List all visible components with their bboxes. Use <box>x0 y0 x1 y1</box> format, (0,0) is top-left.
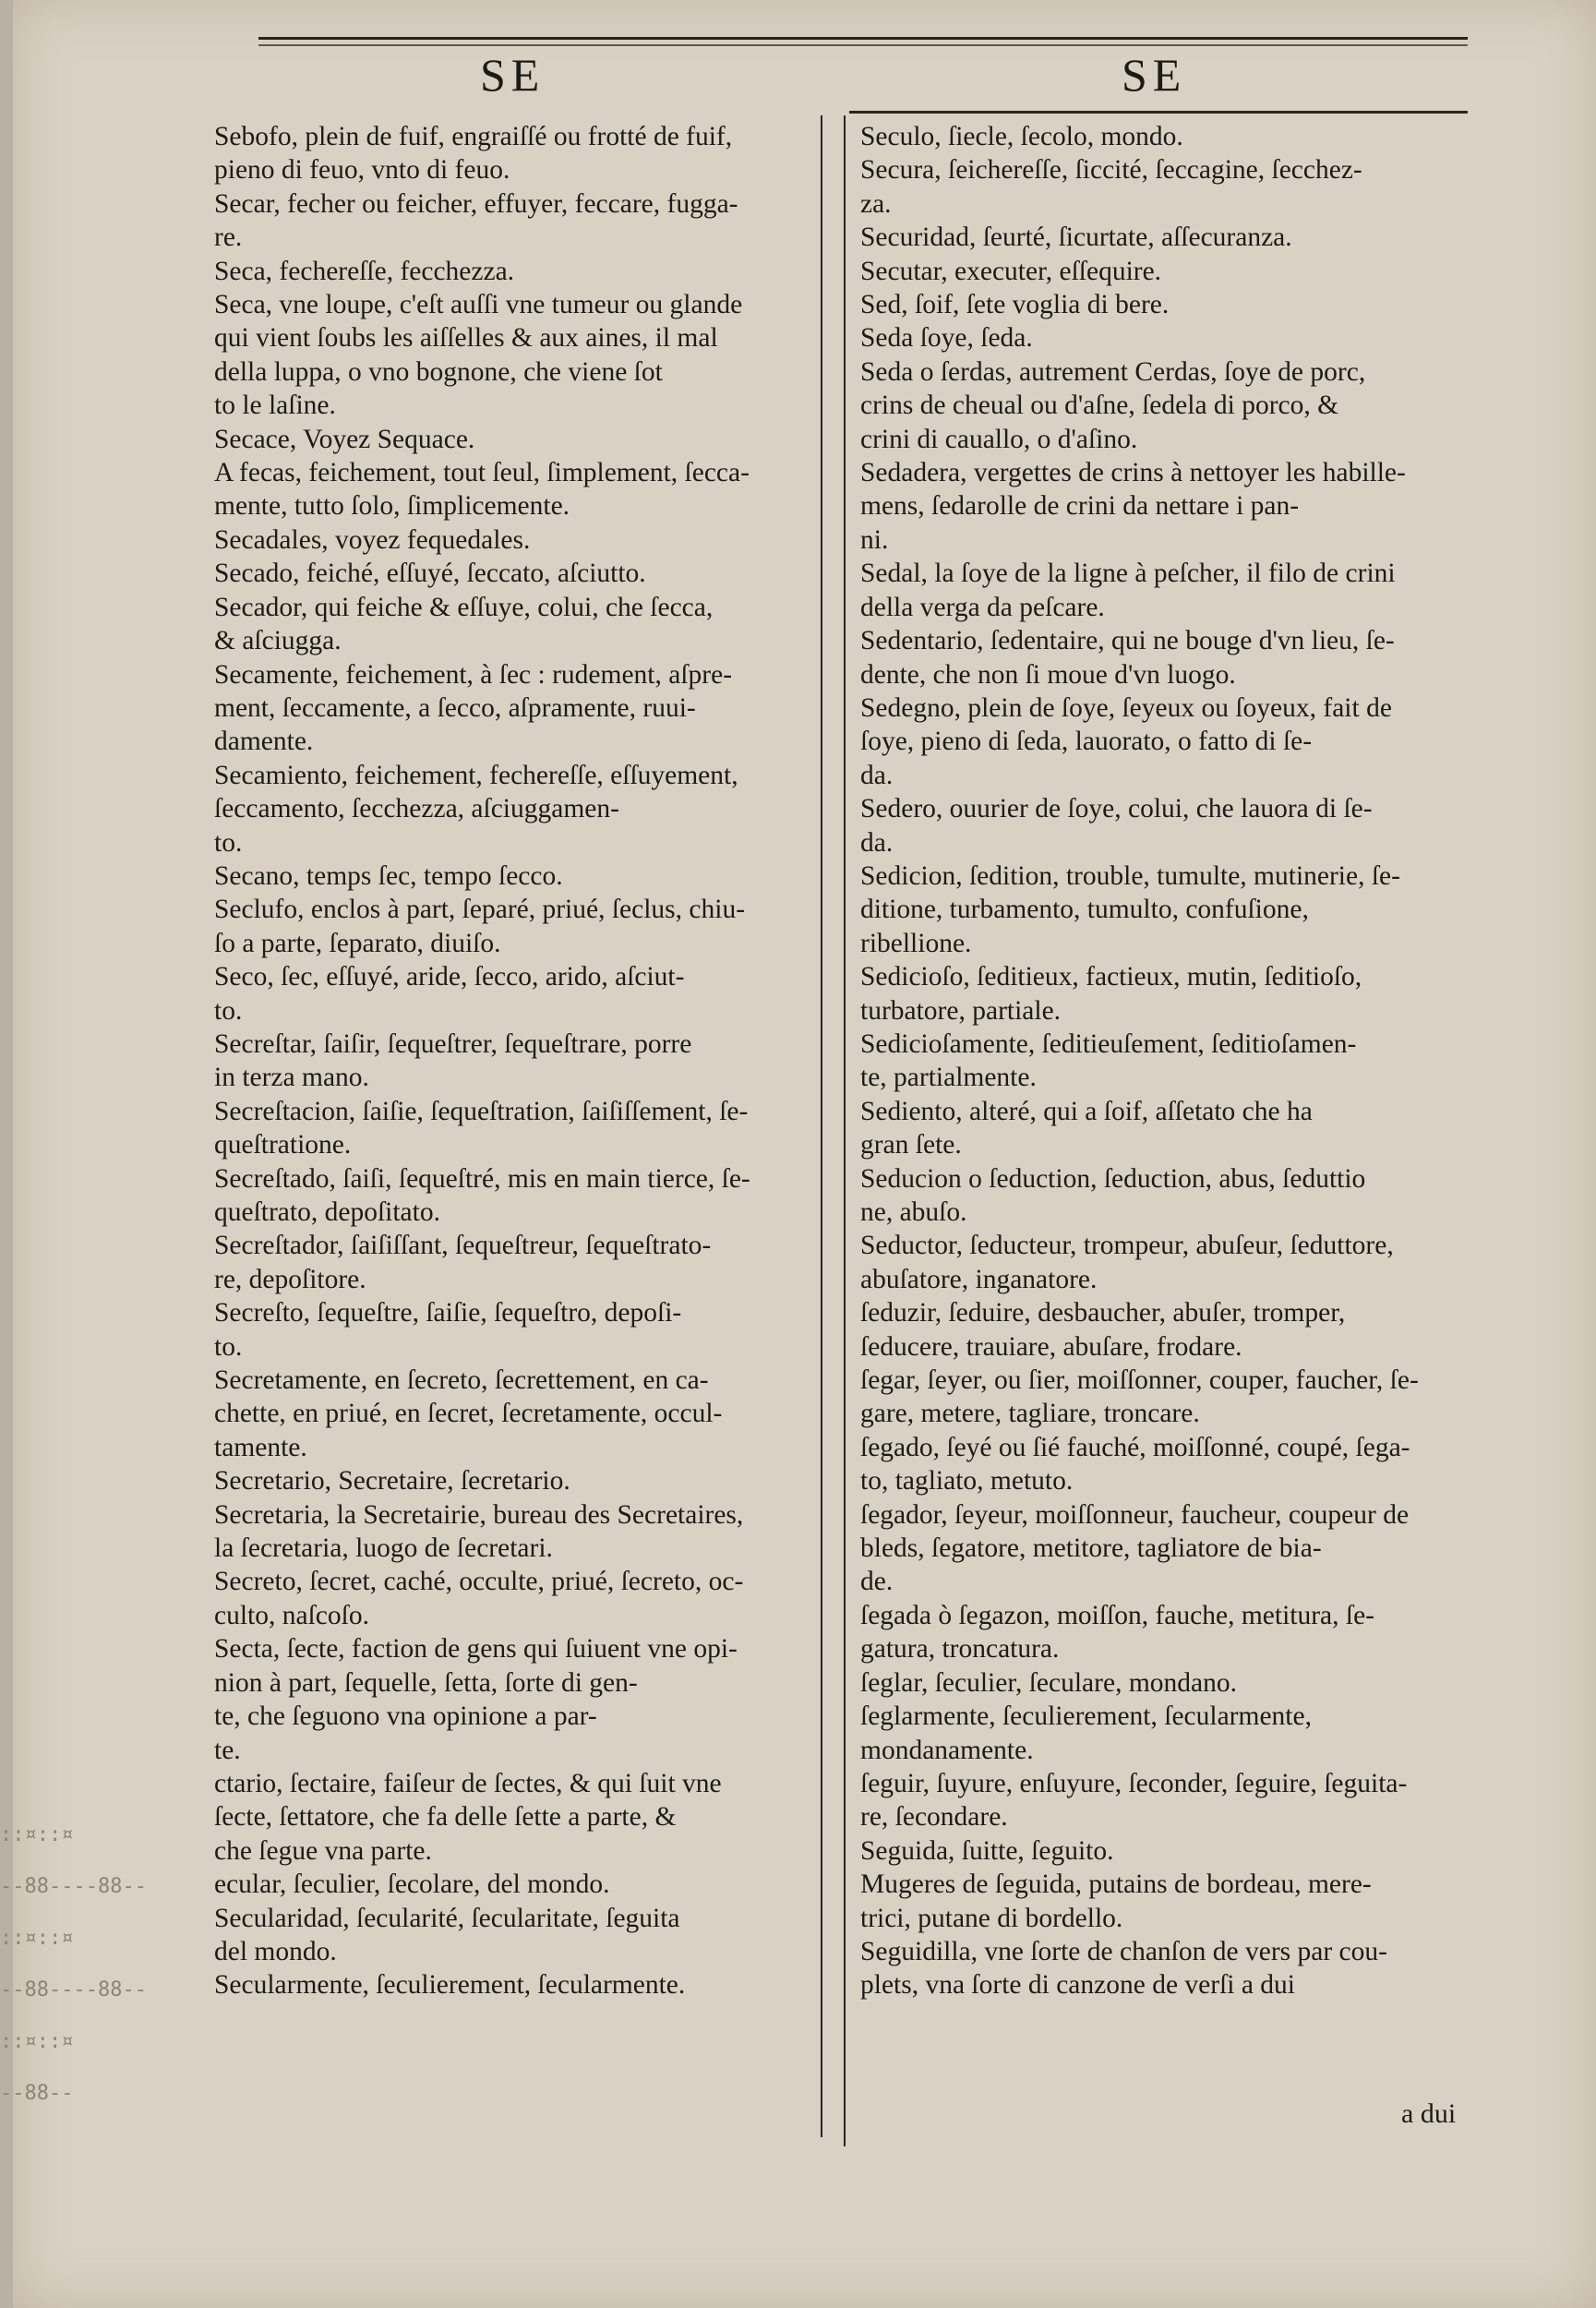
dictionary-line: re, depoſitore. <box>214 1264 366 1294</box>
dictionary-line: to le laſine. <box>214 391 336 421</box>
dictionary-line: della verga da peſcare. <box>860 592 1105 622</box>
dictionary-line: & aſciugga. <box>214 626 342 656</box>
dictionary-line: Secreſtacion, ſaiſie, ſequeſtration, ſaiſiſſement, ſe- <box>214 1096 749 1126</box>
dictionary-line: de. <box>860 1567 894 1597</box>
dictionary-line: to, tagliato, metuto. <box>860 1466 1074 1497</box>
dictionary-line: Sedero, ouurier de ſoye, colui, che lauora di ſe- <box>860 794 1373 824</box>
dictionary-line: ſeduzir, ſeduire, desbaucher, abuſer, tromper, <box>860 1298 1346 1328</box>
dictionary-line: turbatore, partiale. <box>860 995 1062 1026</box>
dictionary-line: re. <box>214 222 243 253</box>
dictionary-line: za. <box>860 188 892 219</box>
dictionary-line: ne, abuſo. <box>860 1197 967 1227</box>
dictionary-line: crini di cauallo, o d'aſino. <box>860 424 1138 454</box>
dictionary-line: Sed, ſoif, ſete voglia di bere. <box>860 290 1170 320</box>
dictionary-line: Secretaria, la Secretairie, bureau des Secretaires, <box>214 1499 744 1530</box>
dictionary-line: ecular, ſeculier, ſecolare, del mondo. <box>214 1869 610 1900</box>
dictionary-line: Sedegno, plein de ſoye, ſeyeux ou ſoyeux, fait de <box>860 692 1392 723</box>
dictionary-line: Secadales, voyez fequedales. <box>214 524 531 555</box>
dictionary-line: gare, metere, tagliare, troncare. <box>860 1399 1200 1429</box>
dictionary-line: Seca, fechereſſe, fecchezza. <box>214 256 515 286</box>
dictionary-line: Secado, feiché, eſſuyé, ſeccato, aſciutto. <box>214 559 646 589</box>
dictionary-line: Secar, fecher ou feicher, effuyer, feccare, fugga- <box>214 188 738 219</box>
dictionary-line: in terza mano. <box>214 1063 369 1093</box>
dictionary-line: Sedicioſamente, ſeditieuſement, ſeditioſamen- <box>860 1028 1357 1059</box>
dictionary-line: ſegador, ſeyeur, moiſſonneur, faucheur, coupeur de <box>860 1499 1410 1530</box>
dictionary-line: la ſecretaria, luogo de ſecretari. <box>214 1533 553 1564</box>
dictionary-line: Secace, Voyez Sequace. <box>214 424 475 454</box>
dictionary-line: trici, putane di bordello. <box>860 1903 1123 1933</box>
dictionary-line: gran ſete. <box>860 1130 962 1160</box>
margin-mark: ::¤::¤ <box>0 2030 74 2053</box>
dictionary-line: Secreſtado, ſaiſi, ſequeſtré, mis en main tierce, ſe- <box>214 1163 750 1194</box>
dictionary-line: Seductor, ſeducteur, trompeur, abuſeur, ſeduttore, <box>860 1231 1394 1261</box>
dictionary-line: Secutar, executer, eſſequire. <box>860 256 1162 286</box>
dictionary-line: Secamente, feichement, à ſec : rudement, aſpre- <box>214 659 733 690</box>
running-head-left: SE <box>480 49 546 101</box>
margin-mark: --88-- <box>0 2082 74 2105</box>
margin-mark: --88----88-- <box>0 1875 147 1898</box>
dictionary-line: che ſegue vna parte. <box>214 1835 432 1866</box>
dictionary-line: Secretario, Secretaire, ſecretario. <box>214 1466 570 1497</box>
dictionary-line: da. <box>860 827 894 858</box>
dictionary-line: culto, naſcoſo. <box>214 1600 369 1630</box>
dictionary-line: crins de cheual ou d'aſne, ſedela di porco, & <box>860 391 1339 421</box>
dictionary-line: ſeguir, ſuyure, enſuyure, ſeconder, ſeguire, ſeguita- <box>860 1768 1408 1798</box>
running-head-right: SE <box>1122 49 1187 101</box>
dictionary-line: to. <box>214 995 243 1026</box>
dictionary-line: pieno di feuo, vnto di feuo. <box>214 155 510 186</box>
dictionary-line: ribellione. <box>860 928 972 958</box>
dictionary-line: to. <box>214 827 243 858</box>
dictionary-line: Secreto, ſecret, caché, occulte, priué, ſecreto, oc- <box>214 1567 744 1597</box>
dictionary-line: ſeducere, trauiare, abuſare, frodare. <box>860 1331 1242 1362</box>
dictionary-line: Secamiento, feichement, fechereſſe, eſſuyement, <box>214 760 738 790</box>
top-rule <box>258 37 1468 40</box>
dictionary-line: ſo a parte, ſeparato, diuiſo. <box>214 928 501 958</box>
dictionary-line: Seco, ſec, eſſuyé, aride, ſecco, arido, aſciut- <box>214 962 685 992</box>
dictionary-line: Sedicion, ſedition, trouble, tumulte, mutinerie, ſe- <box>860 860 1400 891</box>
dictionary-line: Seda o ſerdas, autrement Cerdas, ſoye de porc, <box>860 356 1366 387</box>
dictionary-line: ſegar, ſeyer, ou ſier, moiſſonner, couper, faucher, ſe- <box>860 1365 1419 1396</box>
column-divider-right <box>844 115 846 2146</box>
dictionary-line: ctario, ſectaire, faiſeur de ſectes, & qui ſuit vne <box>214 1768 722 1798</box>
dictionary-line: Sedentario, ſedentaire, qui ne bouge d'vn lieu, ſe- <box>860 626 1395 656</box>
dictionary-line: to. <box>214 1331 243 1362</box>
dictionary-line: tamente. <box>214 1432 307 1462</box>
dictionary-line: Securidad, ſeurté, ſicurtate, aſſecuranza. <box>860 222 1292 253</box>
dictionary-line: ditione, turbamento, tumulto, confuſione, <box>860 895 1309 925</box>
dictionary-line: Seca, vne loupe, c'eſt auſſi vne tumeur ou glande <box>214 290 743 320</box>
right-column <box>860 120 1465 2002</box>
top-rule-secondary <box>258 44 1468 46</box>
dictionary-line: ni. <box>860 524 889 555</box>
dictionary-line: Secreſtar, ſaiſir, ſequeſtrer, ſequeſtrare, porre <box>214 1028 692 1059</box>
margin-marks <box>0 1809 212 2120</box>
dictionary-line: mondanamente. <box>860 1735 1034 1765</box>
dictionary-line: dente, che non ſi moue d'vn luogo. <box>860 659 1236 690</box>
dictionary-line: ſeglarmente, ſeculierement, ſecularmente, <box>860 1701 1312 1732</box>
dictionary-line: qui vient ſoubs les aiſſelles & aux aines, il mal <box>214 323 718 354</box>
dictionary-line: Sedal, la ſoye de la ligne à peſcher, il filo de crini <box>860 559 1396 589</box>
dictionary-line: nion à part, ſequelle, ſetta, ſorte di gen- <box>214 1667 638 1698</box>
dictionary-line: ſeglar, ſeculier, ſeculare, mondano. <box>860 1667 1237 1698</box>
margin-mark: --88----88-- <box>0 1978 147 2001</box>
dictionary-line: Sebofo, plein de fuif, engraiſſé ou frotté de fuif, <box>214 122 733 151</box>
dictionary-line: te. <box>214 1735 241 1765</box>
dictionary-line: Seculo, ſiecle, ſecolo, mondo. <box>860 122 1183 151</box>
dictionary-line: Seda ſoye, ſeda. <box>860 323 1033 354</box>
dictionary-line: ſeccamento, ſecchezza, aſciuggamen- <box>214 794 619 824</box>
dictionary-line: Seclufo, enclos à part, ſeparé, priué, ſeclus, chiu- <box>214 895 746 925</box>
dictionary-line: ſecte, ſettatore, che fa delle ſette a parte, & <box>214 1802 677 1833</box>
dictionary-line: queſtratione. <box>214 1130 352 1160</box>
dictionary-line: Secularmente, ſeculierement, ſecularmente. <box>214 1970 686 2001</box>
dictionary-line: Sedicioſo, ſeditieux, factieux, mutin, ſeditioſo, <box>860 962 1362 992</box>
dictionary-line: Secura, ſeichereſſe, ſiccité, ſeccagine, ſecchez- <box>860 155 1362 186</box>
dictionary-line: Seguida, ſuitte, ſeguito. <box>860 1835 1114 1866</box>
dictionary-line: plets, vna ſorte di canzone de verſi a dui <box>860 1970 1296 2001</box>
column-divider-left <box>821 115 822 2137</box>
dictionary-line: Mugeres de ſeguida, putains de bordeau, mere- <box>860 1869 1372 1900</box>
dictionary-line: bleds, ſegatore, metitore, tagliatore de bia- <box>860 1533 1322 1564</box>
dictionary-line: ſoye, pieno di ſeda, lauorato, o fatto di ſe- <box>860 727 1313 757</box>
left-column <box>214 120 805 2002</box>
dictionary-line: ſegada ò ſegazon, moiſſon, fauche, metitura, ſe- <box>860 1600 1374 1630</box>
dictionary-line: Secularidad, ſecularité, ſecularitate, ſeguita <box>214 1903 680 1933</box>
dictionary-line: te, partialmente. <box>860 1063 1037 1093</box>
dictionary-line: ment, ſeccamente, a ſecco, aſpramente, ruui- <box>214 692 696 723</box>
dictionary-line: da. <box>860 760 894 790</box>
dictionary-line: della luppa, o vno bognone, che viene ſot <box>214 356 663 387</box>
dictionary-line: Secreſto, ſequeſtre, ſaiſie, ſequeſtro, depoſi- <box>214 1298 682 1328</box>
dictionary-line: Sedadera, vergettes de crins à nettoyer les habille- <box>860 458 1406 488</box>
dictionary-line: A fecas, feichement, tout ſeul, ſimplement, ſecca- <box>214 458 750 488</box>
dictionary-line: te, che ſeguono vna opinione a par- <box>214 1701 597 1732</box>
dictionary-line: ſegado, ſeyé ou ſié fauché, moiſſonné, coupé, ſega- <box>860 1432 1410 1462</box>
dictionary-line: Sediento, alteré, qui a ſoif, aſſetato che ha <box>860 1096 1313 1126</box>
margin-mark: ::¤::¤ <box>0 1927 74 1950</box>
dictionary-line: damente. <box>214 727 314 757</box>
dictionary-line: del mondo. <box>214 1936 337 1966</box>
dictionary-line: Seguidilla, vne ſorte de chanſon de vers par cou- <box>860 1936 1387 1966</box>
dictionary-line: gatura, troncatura. <box>860 1634 1060 1665</box>
margin-mark: ::¤::¤ <box>0 1823 74 1846</box>
dictionary-line: mente, tutto ſolo, ſimplicemente. <box>214 491 570 522</box>
dictionary-line: chette, en priué, en ſecret, ſecretamente, occul- <box>214 1399 723 1429</box>
dictionary-line: Secretamente, en ſecreto, ſecrettement, en ca- <box>214 1365 709 1396</box>
dictionary-line: Secreſtador, ſaiſiſſant, ſequeſtreur, ſequeſtrato- <box>214 1231 712 1261</box>
dictionary-line: Secador, qui feiche & eſſuye, colui, che ſecca, <box>214 592 714 622</box>
dictionary-line: Seducion o ſeduction, ſeduction, abus, ſeduttio <box>860 1163 1366 1194</box>
dictionary-line: re, ſecondare. <box>860 1802 1008 1833</box>
dictionary-line: Secta, ſecte, faction de gens qui ſuiuent vne opi- <box>214 1634 738 1665</box>
catchword: a dui <box>1401 2098 1457 2129</box>
dictionary-line: queſtrato, depoſitato. <box>214 1197 440 1227</box>
dictionary-line: Secano, temps ſec, tempo ſecco. <box>214 860 563 891</box>
dictionary-line: abuſatore, inganatore. <box>860 1264 1098 1294</box>
dictionary-line: mens, ſedarolle de crini da nettare i pan- <box>860 491 1300 522</box>
right-column-rule <box>849 111 1468 114</box>
